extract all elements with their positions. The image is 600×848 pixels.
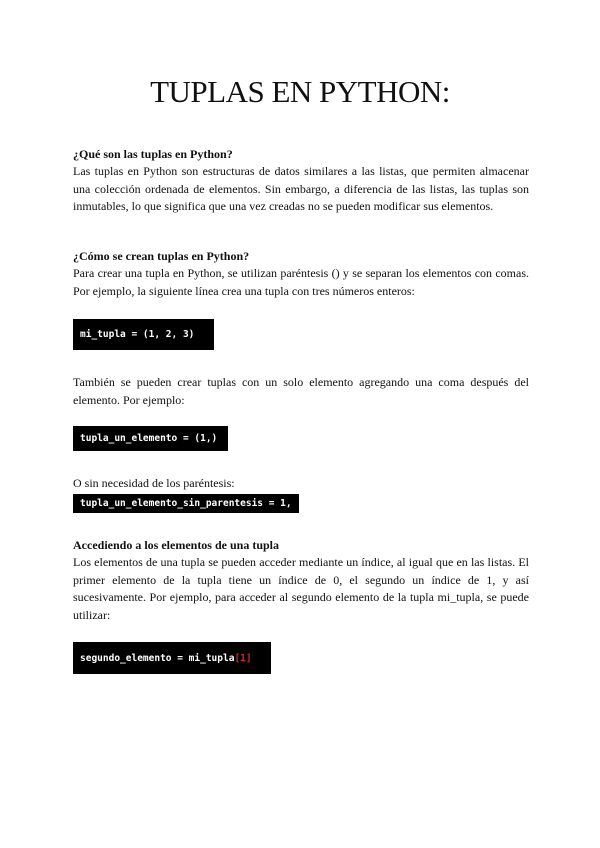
section-heading: ¿Qué son las tuplas en Python? bbox=[73, 147, 233, 161]
section-paragraph: Para crear una tupla en Python, se utilizan paréntesis () y se separan los elementos con comas. Por ejemplo, la siguiente línea crea una tupla con tres números enteros: bbox=[73, 266, 529, 298]
section-paragraph: O sin necesidad de los paréntesis: bbox=[73, 476, 235, 490]
page-title: TUPLAS EN PYTHON: bbox=[150, 74, 450, 109]
code-block-no-parentheses: tupla_un_elemento_sin_parentesis = 1, bbox=[73, 494, 299, 513]
code-block-access bbox=[73, 642, 271, 674]
code-index: [1] bbox=[234, 652, 252, 664]
section-heading: Accediendo a los elementos de una tupla bbox=[73, 538, 280, 552]
code-block-single-element: tupla_un_elemento = (1,) bbox=[73, 426, 228, 451]
section-paragraph: Las tuplas en Python son estructuras de datos similares a las listas, que permiten almacenar una colección ordenada de elementos. Sin embargo, a diferencia de las listas, las tuplas son inmutables, lo que significa que una vez creadas no se pueden modificar sus elementos. bbox=[73, 164, 529, 213]
section-paragraph: Los elementos de una tupla se pueden acceder mediante un índice, al igual que en las listas. El primer elemento de la tupla tiene un índice de 0, el segundo un índice de 1, y así sucesivamente. Por ejemplo, para acceder al segundo elemento de la tupla mi_tupla, se puede utilizar: bbox=[73, 555, 529, 622]
section-what-are-tuples bbox=[73, 146, 529, 216]
code-block-tuple: mi_tupla = (1, 2, 3) bbox=[73, 319, 214, 350]
section-paragraph: También se pueden crear tuplas con un solo elemento agregando una coma después del elemento. Por ejemplo: bbox=[73, 375, 529, 407]
no-parentheses-paragraph bbox=[73, 475, 529, 493]
single-element-paragraph bbox=[73, 374, 529, 409]
section-create-tuples bbox=[73, 248, 529, 300]
code-text: segundo_elemento = mi_tupla bbox=[80, 652, 235, 664]
section-access-elements bbox=[73, 537, 529, 624]
section-heading: ¿Cómo se crean tuplas en Python? bbox=[73, 249, 250, 263]
